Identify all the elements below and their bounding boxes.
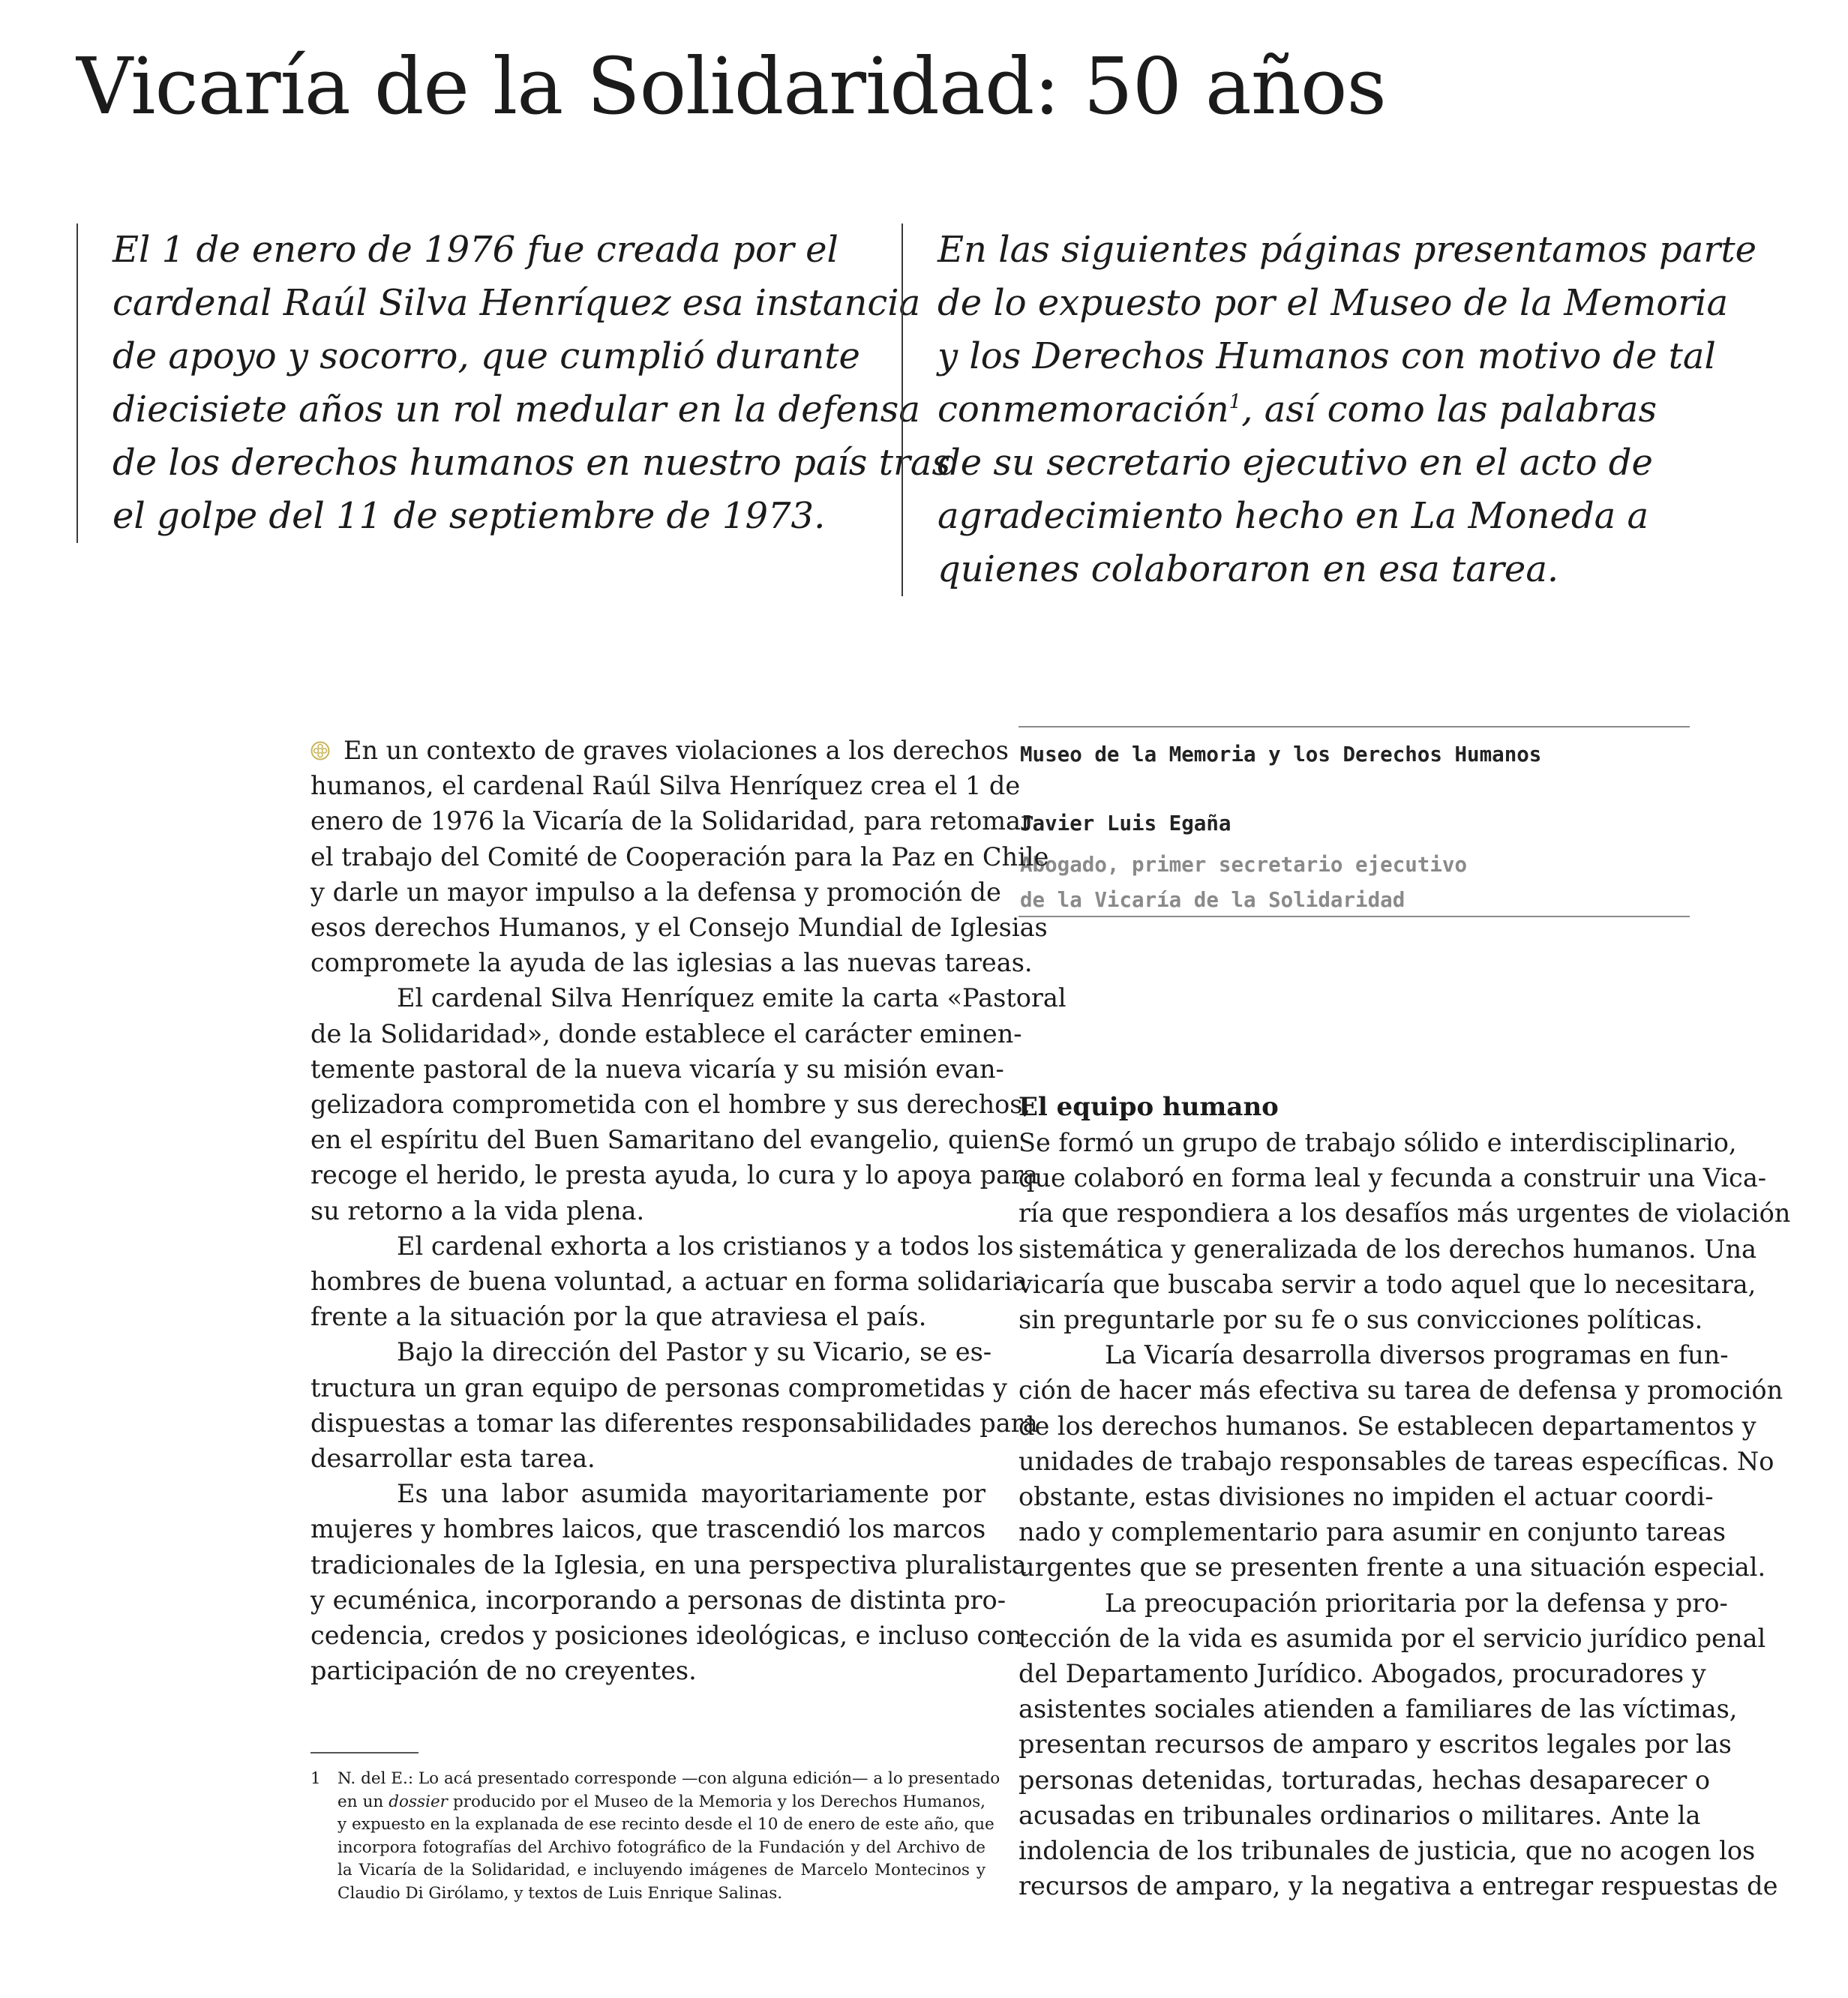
body-line: y darle un mayor impulso a la defensa y promoción de bbox=[310, 877, 1001, 907]
body-line: ción de hacer más efectiva su tarea de defensa y promoción bbox=[1018, 1376, 1784, 1406]
body-line: compromete la ayuda de las iglesias a las nuevas tareas. bbox=[310, 948, 1033, 978]
body-column-left bbox=[310, 733, 1066, 1688]
intro-left-line: de apoyo y socorro, que cumplió durante bbox=[112, 335, 860, 377]
credit-box bbox=[1018, 726, 1690, 917]
body-line: unidades de trabajo responsables de tareas específicas. No bbox=[1018, 1446, 1774, 1476]
body-line: personas detenidas, torturadas, hechas desaparecer o bbox=[1018, 1765, 1711, 1795]
credit-role-line: Abogado, primer secretario ejecutivo bbox=[1020, 853, 1468, 877]
body-line: hombres de buena voluntad, a actuar en forma solidaria bbox=[310, 1267, 1028, 1297]
flower-icon bbox=[310, 741, 330, 760]
footnote-line: N. del E.: Lo acá presentado corresponde —con alguna edición— a lo presentado bbox=[338, 1769, 1000, 1788]
body-line bbox=[310, 733, 1009, 768]
intro-left-line: el golpe del 11 de septiembre de 1973. bbox=[112, 495, 826, 537]
body-line: gelizadora comprometida con el hombre y sus derechos, bbox=[310, 1090, 1031, 1120]
body-line: temente pastoral de la nueva vicaría y su misión evan- bbox=[310, 1054, 1004, 1084]
body-line: ría que respondiera a los desafíos más urgentes de violación bbox=[1018, 1198, 1791, 1228]
intro-right-text: , así como las palabras bbox=[1241, 388, 1658, 430]
body-line: dispuestas a tomar las diferentes responsabilidades para bbox=[310, 1408, 1038, 1438]
body-line: nado y complementario para asumir en conjunto tareas bbox=[1018, 1517, 1726, 1547]
intro-right-line: quienes colaboraron en esa tarea. bbox=[938, 548, 1559, 590]
article-title: Vicaría de la Solidaridad: 50 años bbox=[76, 40, 1386, 132]
body-line: en el espíritu del Buen Samaritano del evangelio, quien bbox=[310, 1125, 1020, 1155]
footnote-line: Claudio Di Girólamo, y textos de Luis Enrique Salinas. bbox=[338, 1883, 783, 1903]
intro-right-line: agradecimiento hecho en La Moneda a bbox=[938, 495, 1649, 537]
body-line: su retorno a la vida plena. bbox=[310, 1196, 645, 1226]
body-line: de la Solidaridad», donde establece el carácter eminen- bbox=[310, 1018, 1022, 1048]
credit-author: Javier Luis Egaña bbox=[1020, 812, 1232, 836]
intro-left-line: diecisiete años un rol medular en la defensa bbox=[112, 388, 920, 430]
body-line: desarrollar esta tarea. bbox=[310, 1444, 596, 1474]
body-line: El cardenal exhorta a los cristianos y a todos los bbox=[397, 1231, 1014, 1261]
body-line: y ecuménica, incorporando a personas de distinta pro- bbox=[310, 1585, 1006, 1615]
body-line: acusadas en tribunales ordinarios o militares. Ante la bbox=[1018, 1800, 1701, 1830]
intro-right-line: En las siguientes páginas presentamos parte bbox=[938, 229, 1757, 271]
body-line: de los derechos humanos. Se establecen departamentos y bbox=[1018, 1411, 1756, 1441]
body-line: frente a la situación por la que atraviesa el país. bbox=[310, 1302, 927, 1332]
body-line: presentan recursos de amparo y escritos legales por las bbox=[1018, 1730, 1732, 1760]
intro-right-block bbox=[902, 224, 1755, 596]
footnote-line: incorpora fotografías del Archivo fotográfico de la Fundación y del Archivo de bbox=[338, 1838, 986, 1857]
body-line: recursos de amparo, y la negativa a entregar respuestas de bbox=[1018, 1871, 1778, 1901]
credit-role bbox=[1020, 848, 1467, 918]
body-line: cedencia, credos y posiciones ideológicas, e incluso con bbox=[310, 1621, 1022, 1651]
body-line: humanos, el cardenal Raúl Silva Henríquez crea el 1 de bbox=[310, 771, 1021, 801]
body-line: esos derechos Humanos, y el Consejo Mundial de Iglesias bbox=[310, 913, 1048, 943]
intro-right-line: de lo expuesto por el Museo de la Memoria bbox=[938, 282, 1729, 324]
credit-organization: Museo de la Memoria y los Derechos Humanos bbox=[1020, 742, 1542, 766]
body-line: que colaboró en forma leal y fecunda a construir una Vica- bbox=[1018, 1163, 1767, 1193]
body-column-right bbox=[1018, 1125, 1791, 1904]
body-line: urgentes que se presenten frente a una situación especial. bbox=[1018, 1552, 1766, 1582]
credit-role-line: de la Vicaría de la Solidaridad bbox=[1020, 888, 1406, 912]
body-line: del Departamento Jurídico. Abogados, procuradores y bbox=[1018, 1659, 1706, 1689]
body-line: El cardenal Silva Henríquez emite la carta «Pastoral bbox=[397, 983, 1066, 1013]
body-line: indolencia de los tribunales de justicia, que no acogen los bbox=[1018, 1836, 1756, 1866]
intro-right-text: conmemoración bbox=[938, 388, 1229, 430]
body-line: recoge el herido, le presta ayuda, lo cura y lo apoya para bbox=[310, 1160, 1038, 1190]
body-line: tección de la vida es asumida por el servicio jurídico penal bbox=[1018, 1623, 1766, 1653]
footnote-number: 1 bbox=[310, 1769, 321, 1788]
section-heading: El equipo humano bbox=[1018, 1092, 1279, 1122]
body-line: vicaría que buscaba servir a todo aquel que lo necesitara, bbox=[1018, 1269, 1756, 1299]
body-line: Es una labor asumida mayoritariamente por bbox=[397, 1479, 986, 1509]
footnote-italic: dossier bbox=[388, 1792, 448, 1811]
body-line: mujeres y hombres laicos, que trascendió los marcos bbox=[310, 1514, 986, 1544]
footnote-text-run: producido por el Museo de la Memoria y los Derechos Humanos, bbox=[447, 1792, 986, 1811]
intro-left-line: cardenal Raúl Silva Henríquez esa instancia bbox=[112, 282, 921, 324]
intro-right-line: y los Derechos Humanos con motivo de tal bbox=[938, 335, 1716, 377]
body-line: asistentes sociales atienden a familiares de las víctimas, bbox=[1018, 1694, 1738, 1724]
body-line: Se formó un grupo de trabajo sólido e interdisciplinario, bbox=[1018, 1128, 1737, 1157]
intro-left-line: de los derechos humanos en nuestro país tras bbox=[112, 442, 951, 484]
body-line: obstante, estas divisiones no impiden el actuar coordi- bbox=[1018, 1482, 1714, 1512]
body-line: sin preguntarle por su fe o sus convicciones políticas. bbox=[1018, 1305, 1703, 1335]
footnote-line bbox=[338, 1791, 986, 1814]
footnote-divider bbox=[310, 1752, 418, 1754]
footnote-line: y expuesto en la explanada de ese recinto desde el 10 de enero de este año, que bbox=[338, 1815, 994, 1834]
body-line: sistemática y generalizada de los derechos humanos. Una bbox=[1018, 1234, 1757, 1264]
body-line: La preocupación prioritaria por la defensa y pro- bbox=[1105, 1588, 1728, 1618]
body-line: tradicionales de la Iglesia, en una perspectiva pluralista bbox=[310, 1550, 1027, 1580]
body-text: En un contexto de graves violaciones a los derechos bbox=[344, 736, 1009, 765]
intro-right-line: de su secretario ejecutivo en el acto de bbox=[938, 442, 1653, 484]
intro-left-block bbox=[76, 224, 951, 543]
footnote-text-run: en un bbox=[338, 1792, 389, 1811]
body-line: La Vicaría desarrolla diversos programas en fun- bbox=[1105, 1340, 1729, 1370]
body-line: enero de 1976 la Vicaría de la Solidaridad, para retomar bbox=[310, 806, 1033, 836]
body-line: tructura un gran equipo de personas comprometidas y bbox=[310, 1372, 1007, 1402]
intro-right-line bbox=[938, 383, 1755, 436]
body-line: el trabajo del Comité de Cooperación para la Paz en Chile bbox=[310, 842, 1049, 872]
body-line: Bajo la dirección del Pastor y su Vicario, se es- bbox=[397, 1337, 992, 1367]
body-line: participación de no creyentes. bbox=[310, 1656, 697, 1686]
footnote-line: la Vicaría de la Solidaridad, e incluyendo imágenes de Marcelo Montecinos y bbox=[338, 1861, 986, 1880]
footnote-reference[interactable]: 1 bbox=[1228, 391, 1242, 413]
intro-left-line: El 1 de enero de 1976 fue creada por el bbox=[112, 229, 838, 271]
footnote-text bbox=[338, 1768, 1000, 1905]
